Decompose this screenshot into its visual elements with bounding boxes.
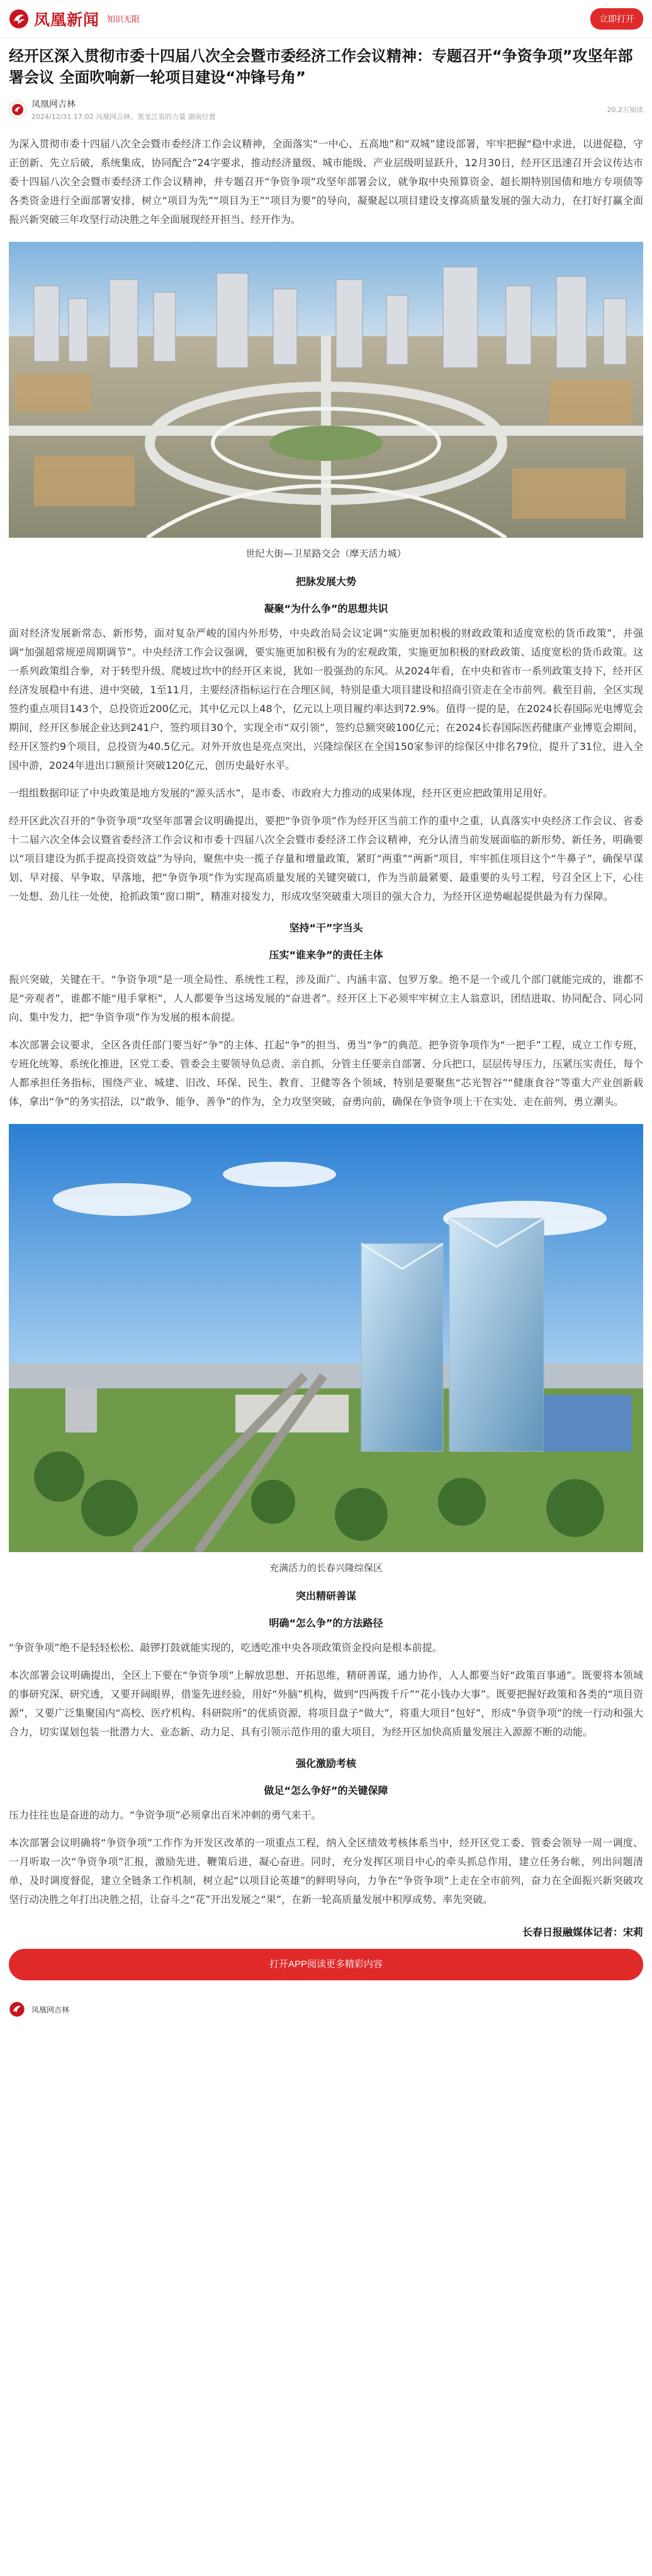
avatar[interactable] <box>9 101 26 118</box>
view-count: 20.2万阅读 <box>607 106 643 114</box>
publish-line: 2024/12/31 17:02 凤凰网吉林、黑龙江省的力量 湖南位置 <box>31 113 216 121</box>
section1-title: 把脉发展大势 <box>295 576 356 587</box>
section3-title: 突出精研善谋 <box>295 1590 356 1602</box>
photo2-caption: 充满活力的长春兴隆综保区 <box>269 1562 383 1574</box>
section2-paragraph: 振兴突破，关键在干。“争资争项”是一项全局性、系统性工程，涉及面广、内涵丰富、包罗万象。绝不是一个或几个部门就能完成的，谁都不是“旁观者”，谁都不能“甩手掌柜”，人人都要争当这场发展的“奋进者”。经开区上下必须牢牢树立主人翁意识，团结进取、协同配合、同心同向、集中发力，把“争资争项”作为发展的根本前提。 <box>9 973 643 1023</box>
reporter-signature: 长春日报融媒体记者：宋莉 <box>522 1926 643 1938</box>
section2-paragraph: 本次部署会议要求，全区各责任部门要当好“争”的主体、扛起“争”的担当、勇当“争”的典范。把争资争项作为“一把手”工程，成立工作专班，专班化统筹、系统化推进，区党工委、管委会主要领导负总责、亲自抓，分管主任要亲自部署、分兵把口，层层传导压力，压紧压实责任，每个人都承担任务指标，围绕产业、城建、旧改、环保、民生、教育、卫健等各个领域，特别是要聚焦“芯光智谷”“健康食谷”等重大产业创新载体，拿出“争”的务实招法，以“敢争、能争、善争”的作为，全力攻坚突破，奋勇向前，确保在争资争项上干在实处、走在前列、勇立潮头。 <box>9 1039 644 1108</box>
brand[interactable] <box>9 8 140 30</box>
brand-slogan: 知识无限 <box>107 15 140 25</box>
open-app-button[interactable]: 立即打开 <box>590 8 643 30</box>
open-app-read-more-button[interactable]: 打开APP阅读更多精彩内容 <box>9 1949 643 1980</box>
section1-paragraph: 经开区此次召开的“争资争项”攻坚年部署会议明确提出，要把“争资争项”作为经开区当前工作的重中之重，认真落实中央经济工作会议、省委十二届六次全体会议暨省委经济工作会议和市委十四届八次全会暨市委经济工作会议精神，充分认清当前发展面临的新形势、新任务，明确要以“项目建设为抓手提高投资效益”为导向，聚焦中央一揽子存量和增量政策，紧盯“两重”“两新”项目，牢牢抓住项目这个“牛鼻子”，确保早谋划、早对接、早争取、早落地，把“争资争项”作为实现高质量发展的关键突破口，作为当前最紧要、最重要的头号工程，号召全区上下，心往一处想、劲儿往一处使，抢抓政策“窗口期”，精准对接发力，形成攻坚突破重大项目的强大合力，为经开区逆势崛起提供最为有力保障。 <box>9 815 643 902</box>
city-aerial-photo <box>9 242 643 538</box>
bottom-source-name: 凤凰网吉林 <box>31 2005 70 2014</box>
section4-subtitle: 做足“怎么争好”的关键保障 <box>264 1784 388 1796</box>
section4-paragraph: 本次部署会议明确将“争资争项”工作作为开发区改革的一项重点工程，纳入全区绩效考核体系当中，经开区党工委、管委会领导一周一调度、一月听取一次“争资争项”汇报，激励先进、鞭策后进，凝心奋进。同时，充分发挥区项目中心的牵头抓总作用，建立任务台帐，列出问题清单，及时调度督促，建立全链条工作机制，树立起“以项目论英雄”的鲜明导向，力争在“争资争项”上走在全市前列，奋力在全面振兴新突破攻坚行动决胜之年打出决胜之招，让奋斗之“花”开出发展之“果”，在新一轮高质量发展中积厚成势、率先突破。 <box>9 1837 643 1905</box>
section1-paragraph: 一组组数据印证了中央政策是地方发展的“源头活水”，是市委、市政府大力推动的成果体现，经开区更应把政策用足用好。 <box>9 787 553 799</box>
section2-title: 坚持“干”字当头 <box>289 922 363 934</box>
section2-subtitle: 压实“谁来争”的责任主体 <box>269 949 383 961</box>
bottom-source-bar[interactable] <box>9 1998 643 2023</box>
top-bar <box>0 0 652 38</box>
author-meta <box>31 98 607 122</box>
phoenix-avatar-icon <box>9 2001 25 2017</box>
article <box>0 45 652 2023</box>
author-name[interactable]: 凤凰网吉林 <box>31 99 76 110</box>
brand-name: 凤凰新闻 <box>34 10 100 29</box>
section1-subtitle: 凝聚“为什么争”的思想共识 <box>264 603 388 615</box>
section3-paragraph: “争资争项”绝不是轻轻松松、敲锣打鼓就能实现的，吃透吃准中央各项政策资金投向是根本前提。 <box>9 1642 442 1654</box>
section4-paragraph: 压力往往也是奋进的动力。“争资争项”必须拿出百米冲刺的勇气来干。 <box>9 1809 322 1821</box>
section4-title: 强化激励考核 <box>295 1757 356 1769</box>
section3-subtitle: 明确“怎么争”的方法路径 <box>269 1617 383 1629</box>
author-row <box>9 97 643 122</box>
phoenix-avatar-icon <box>11 103 24 116</box>
article-title: 经开区深入贯彻市委十四届八次全会暨市委经济工作会议精神：专题召开“争资争项”攻坚年部署会议 全面吹响新一轮项目建设“冲锋号角” <box>9 47 633 86</box>
section3-paragraph: 本次部署会议明确提出，全区上下要在“争资争项”上解放思想、开拓思维，精研善谋，通力协作，人人都要当好“政策百事通”。既要将本领域的事研究深、研究透，又要开阔眼界，借鉴先进经验，用好“外脑”机构，做到“四两拨千斤”“花小钱办大事”。既要把握好政策和各类的“项目资源”，又要广泛集聚国内“高校、医疗机构、科研院所”的优质资源，将项目盘子“做大”，将重大项目“包好”，形成“争资争项”的统一行动和强大合力，切实谋划包装一批潜力大、业态新、动力足、具有引领示范作用的重大项目，为经开区加快高质量发展注入源源不断的动能。 <box>9 1669 643 1738</box>
bonded-zone-photo <box>9 1124 643 1552</box>
section1-paragraph: 面对经济发展新常态、新形势，面对复杂严峻的国内外形势，中央政治局会议定调“实施更加积极的财政政策和适度宽松的货币政策”，并强调“加强超常规逆周期调节”。中央经济工作会议强调，要实施更加积极有为的宏观政策，实施更加积极的财政政策、适度宽松的货币政策。这一系列政策组合拳，对于转型升级、爬坡过坎中的经开区来说，犹如一股强劲的东风。从2024年看，在中央和省市一系列政策支持下，经开区经济发展稳中有进、进中突破，1至11月，主要经济指标运行在合理区间，特别是重大项目建设和招商引资走在全市前列。截至目前，全区实现签约重点项目143个，总投资近200亿元，其中亿元以上48个，亿元以上项目履约率达到72.9%。值得一提的是，在2024长春国际光电博览会期间，经开区参展企业达到241户，签约项目30个，实现全市“双引领”，签约总额突破100亿元；在2024长春国际医药健康产业博览会期间，经开区签约9个项目，总投资为40.5亿元。对外开放也是亮点突出，兴隆综保区在全国150家参评的综保区中排名79位，提升了31位，进入全国中游，2024年进出口额预计突破120亿元，创历史最好水平。 <box>9 627 643 771</box>
intro-paragraph: 为深入贯彻市委十四届八次全会暨市委经济工作会议精神，全面落实“一中心、五高地”和“双城”建设部署，牢牢把握“稳中求进，以进促稳，守正创新、先立后破，系统集成，协同配合”24字要求，推动经济量级、城市能级、产业层级明显跃升，12月30日，经开区迅速召开会议传达市委十四届八次全会暨市委经济工作会议精神，并专题召开“争资争项”攻坚年部署会议，就争取中央预算资金、超长期特别国债和地方专项债等各类资金进行全面部署安排，树立“项目为先”“项目为王”“项目为要”的导向，凝聚起以项目建设支撑高质量发展的强大动力，在打好打赢全面振兴新突破三年攻坚行动决胜之年全面展现经开担当、经开作为。 <box>9 138 643 225</box>
photo1-caption: 世纪大街—卫星路交会（摩天活力城） <box>245 548 407 559</box>
phoenix-logo-icon <box>9 9 29 29</box>
